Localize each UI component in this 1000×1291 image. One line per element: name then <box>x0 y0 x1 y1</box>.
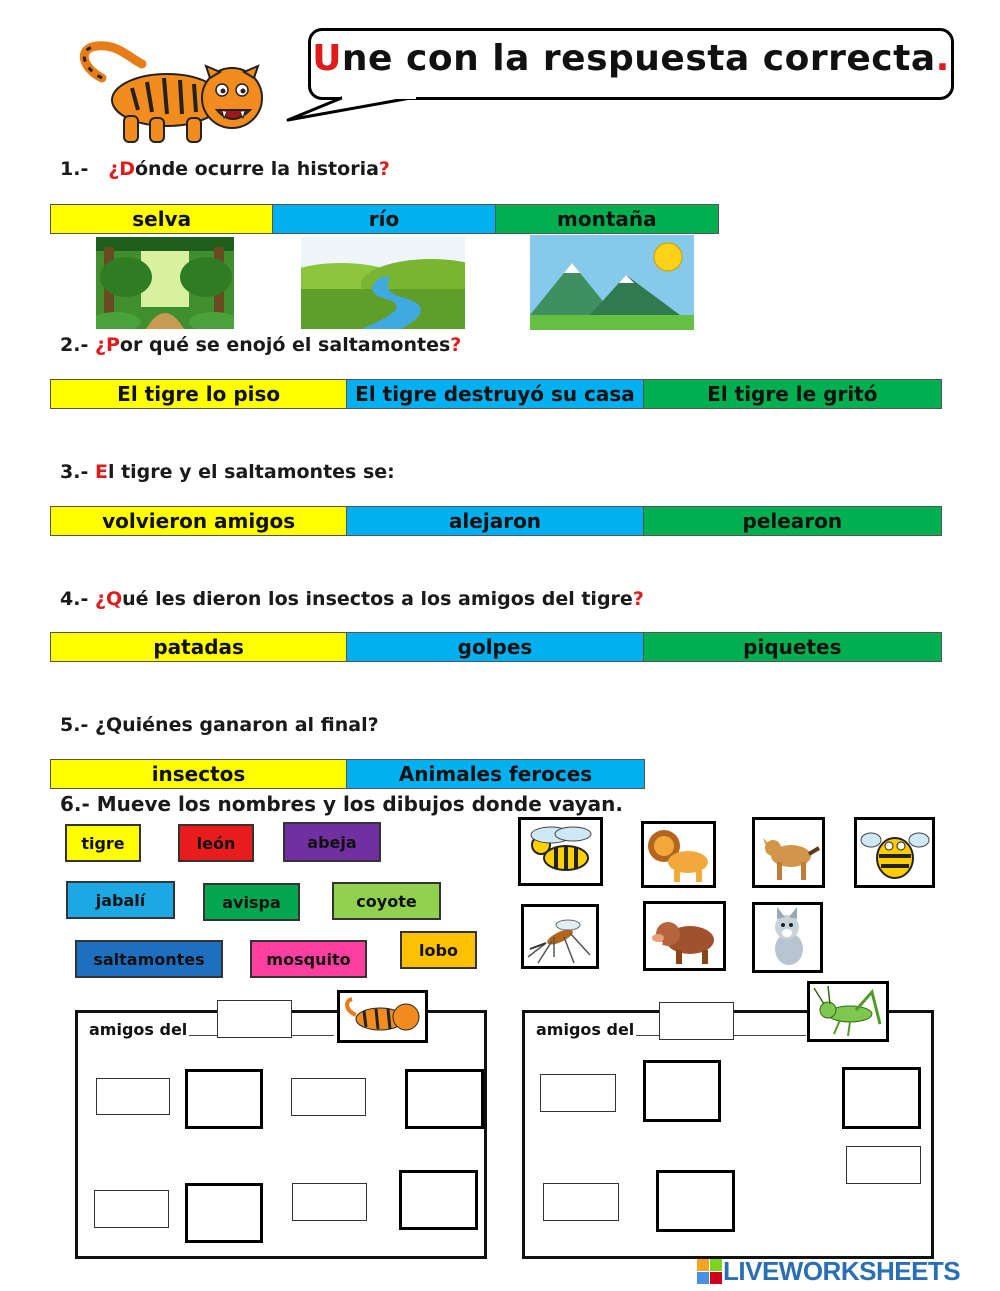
tiger-illustration <box>72 38 267 150</box>
q4-open: ¿ <box>94 588 106 610</box>
title-period: . <box>935 38 950 79</box>
liveworksheets-logo-text: LIVEWORKSHEETS <box>723 1256 961 1286</box>
q5-option-1[interactable]: insectos <box>51 760 347 788</box>
river-image <box>301 237 465 329</box>
q3-option-1[interactable]: volvieron amigos <box>51 507 347 535</box>
left-picture-slot-3[interactable] <box>185 1183 263 1243</box>
tag-jabali[interactable]: jabalí <box>66 881 175 919</box>
page-title <box>308 38 954 79</box>
q2-options <box>50 379 942 409</box>
q1-close: ? <box>378 158 390 180</box>
right-name-slot-2[interactable] <box>846 1146 921 1184</box>
q4-first: Q <box>105 588 123 610</box>
tag-lobo[interactable]: lobo <box>400 931 477 969</box>
q4-close: ? <box>632 588 644 610</box>
q3-first: E <box>94 461 108 483</box>
mountain-image <box>530 235 694 330</box>
question-1 <box>60 158 390 180</box>
tag-mosquito[interactable]: mosquito <box>250 940 367 978</box>
q2-open: ¿ <box>94 334 106 356</box>
q2-option-1[interactable]: El tigre lo piso <box>51 380 347 408</box>
q1-first: D <box>119 158 135 180</box>
question-4 <box>60 588 644 610</box>
q4-option-2[interactable]: golpes <box>347 633 643 661</box>
q4-option-1[interactable]: patadas <box>51 633 347 661</box>
q2-option-2[interactable]: El tigre destruyó su casa <box>347 380 643 408</box>
q3-option-2[interactable]: alejaron <box>347 507 643 535</box>
right-picture-slot-1[interactable] <box>643 1060 721 1122</box>
coyote-picture[interactable] <box>752 817 825 888</box>
q2-first: P <box>105 334 120 356</box>
q1-rest: ónde ocurre la historia <box>135 158 379 180</box>
panel-right-name-slot[interactable] <box>659 1002 734 1040</box>
wolf-picture[interactable] <box>752 902 823 973</box>
boar-picture[interactable] <box>643 901 726 971</box>
q1-option-selva[interactable]: selva <box>51 205 273 233</box>
tag-avispa[interactable]: avispa <box>203 883 300 921</box>
right-name-slot-1[interactable] <box>540 1074 616 1112</box>
question-5: 5.- ¿Quiénes ganaron al final? <box>60 714 379 736</box>
q2-close: ? <box>450 334 462 356</box>
question-6: 6.- Mueve los nombres y los dibujos donde vayan. <box>60 792 624 816</box>
tag-coyote[interactable]: coyote <box>332 882 441 920</box>
question-1-number: 1.- <box>60 158 89 180</box>
q5-options <box>50 759 645 789</box>
wasp-picture[interactable] <box>518 817 603 886</box>
lion-picture[interactable] <box>641 821 716 888</box>
tag-tigre[interactable]: tigre <box>65 824 141 862</box>
q3-options <box>50 506 942 536</box>
right-picture-slot-2[interactable] <box>842 1067 921 1129</box>
question-3-number: 3.- <box>60 461 89 483</box>
tag-leon[interactable]: león <box>178 824 254 862</box>
title-first-letter: U <box>312 38 342 79</box>
q1-option-montana[interactable]: montaña <box>496 205 718 233</box>
left-picture-slot-2[interactable] <box>405 1069 484 1129</box>
panel-left-label: amigos del <box>89 1020 188 1039</box>
bubble-tail <box>284 94 424 126</box>
mosquito-picture[interactable] <box>521 904 599 969</box>
left-picture-slot-4[interactable] <box>399 1170 478 1230</box>
question-2-number: 2.- <box>60 334 89 356</box>
left-name-slot-2[interactable] <box>291 1078 366 1116</box>
left-name-slot-3[interactable] <box>94 1190 169 1228</box>
panel-left-name-slot[interactable] <box>217 1000 292 1038</box>
left-name-slot-4[interactable] <box>292 1183 367 1221</box>
left-name-slot-1[interactable] <box>96 1078 170 1115</box>
q3-option-3[interactable]: pelearon <box>644 507 941 535</box>
panel-tiger-picture <box>337 990 428 1043</box>
title-rest: ne con la respuesta correcta <box>341 38 936 79</box>
q4-options <box>50 632 942 662</box>
question-2 <box>60 334 461 356</box>
tag-abeja[interactable]: abeja <box>283 822 381 862</box>
q1-option-rio[interactable]: río <box>273 205 495 233</box>
q1-options <box>50 204 719 234</box>
bee-picture[interactable] <box>854 817 935 888</box>
q5-option-2[interactable]: Animales feroces <box>347 760 644 788</box>
liveworksheets-logo <box>697 1256 960 1287</box>
right-name-slot-3[interactable] <box>543 1183 619 1221</box>
q3-rest: l tigre y el saltamontes se: <box>107 461 395 483</box>
q2-option-3[interactable]: El tigre le gritó <box>644 380 941 408</box>
panel-right-label: amigos del <box>536 1020 635 1039</box>
q1-open: ¿ <box>108 158 120 180</box>
q4-rest: ué les dieron los insectos a los amigos del tigre <box>122 588 633 610</box>
liveworksheets-logo-icon <box>697 1259 723 1285</box>
question-4-number: 4.- <box>60 588 89 610</box>
tag-saltamontes[interactable]: saltamontes <box>75 940 223 978</box>
q4-option-3[interactable]: piquetes <box>644 633 941 661</box>
left-picture-slot-1[interactable] <box>185 1069 263 1129</box>
jungle-image <box>96 237 234 329</box>
panel-grasshopper-picture <box>807 981 889 1042</box>
question-3 <box>60 461 395 483</box>
q2-rest: or qué se enojó el saltamontes <box>119 334 451 356</box>
right-picture-slot-3[interactable] <box>656 1170 735 1232</box>
